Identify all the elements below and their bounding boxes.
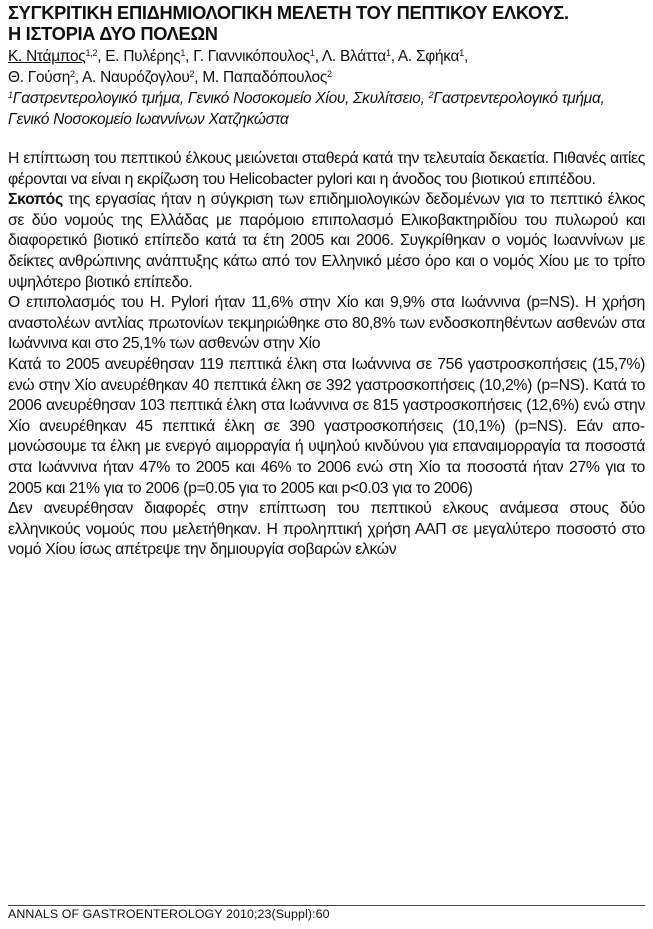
results-paragraph: Κατά το 2005 ανευρέθησαν 119 πεπτικά έλκη στα Ιωάννινα σε 756 γαστροσκοπήσεις (15,7%) ενώ στην Χίο ανευρέθηκαν 40 πεπτικά έλκη σε 392 γαστροσκοπήσεις (10,2%) (p=NS). Κατά το 2006 ανευρέθησαν 103 πεπτικά έλκη στα Ιωάννινα σε 815 γαστροσκοπήσεις (12,6%) ενώ στην Χίο ανευρέθηκαν 45 πεπτικά έλκη σε 390 γαστροσκοπήσεις (10,1%) (p=NS). Εάν απομονώσουμε τα έλκη με ενεργό αιμορραγία ή υψηλού κινδύνου για επαναιμορραγία τα ποσοστά στα Ιωάννινα ήταν 47% το 2005 και 46% το 2006 ενώ στη Χίο τα ποσοστά ήταν 27% για το 2005 και 21% για το 2006 (p=0.05 για το 2005 και p<0.03 για το 2006) <box>8 355 645 497</box>
aim-text: της εργασίας ήταν η σύγκριση των επιδημιολογικών δεδομένων για το πεπτικό έλκος σε δύο νομούς της Ελλάδας με παρόμοιο επιπολασμό Ελικοβακτηριδίου του πυλωρού και διαφορετικό βιοτικό επίπεδο κατά τα έτη 2005 και 2006. Συγκρίθηκαν ο νομός Ιωαννίνων με δείκτες ανθρώπινης ανάπτυξης κάτω από τον Ελληνικό μέσο όρο και ο νομός Χίου με το τρίτο υψηλότερο βιοτικό επίπεδο. <box>8 191 645 291</box>
intro-paragraph: Η επίπτωση του πεπτικού έλκους μειώνεται σταθερά κατά την τελευταία δεκαετία. Πιθανές αιτίες φέρονται να είναι η εκρίζωση του Helicobacter pylori και η άνοδος του βιοτικού επιπέδου. <box>8 150 645 188</box>
conclusion-paragraph: Δεν ανευρέθησαν διαφορές στην επίπτωση του πεπτικού ελκους ανάμεσα στους δύο ελληνικούς νομούς που μελετήθηκαν. Η προληπτική χρήση ΑΑΠ σε μεγαλύτερο ποσοστό στο νομό Χίου ίσως απέτρεψε την δημιουργία σοβαρών ελκών <box>8 500 645 559</box>
author-name: , Λ. Βλάττα <box>314 48 386 65</box>
abstract-page <box>8 2 645 561</box>
author-name: , Γ. Γιαννικόπουλος <box>185 48 310 65</box>
abstract-body <box>8 149 645 561</box>
title-line-2: Η ΙΣΤΟΡΙΑ ΔΥΟ ΠΟΛΕΩΝ <box>8 23 218 44</box>
author-name: , Μ. Παπαδόπουλος <box>194 68 328 86</box>
author-name: , Ε. Πυλέρης <box>97 48 181 65</box>
author-affiliation-mark: 1 <box>459 48 464 58</box>
abstract-title <box>8 2 645 44</box>
title-line-1: ΣΥΓΚΡΙΤΙΚΗ ΕΠΙΔΗΜΙΟΛΟΓΙΚΗ ΜΕΛΕΤΗ ΤΟΥ ΠΕΠΤΙΚΟΥ ΕΛΚΟΥΣ. <box>8 2 569 23</box>
author-affiliation-mark: 1,2 <box>85 48 98 58</box>
author-affiliation-mark: 1 <box>309 48 315 58</box>
author-list: Κ. Ντάμπος$^{1,2}$, Ε. Πυλέρης$^1$, Γ. Γιαννικόπουλος$^1$, Λ. Βλάττα$^1$, Α. Σφήκα$^1$, Θ. Γούση$^2$, Α. Ναυρόζογλου$^2$, Μ. Παπαδόπουλος$^2$ <box>8 48 468 86</box>
affiliation-mark-1: 1 <box>8 90 13 100</box>
affiliation-2: Γαστρεντερολογικό τμήμα, Γενικό Νοσοκομείο Ιωαννίνων Χατζηκώστα <box>8 90 605 128</box>
affiliation-1: Γαστρεντερολογικό τμήμα, Γενικό Νοσοκομείο Χίου, Σκυλίτσειο, <box>12 90 429 107</box>
author-affiliation-mark: 2 <box>70 68 75 79</box>
affiliations <box>8 89 645 130</box>
first-author: Κ. Ντάμπος <box>8 48 86 65</box>
aim-label: Σκοπός <box>8 191 63 209</box>
author-affiliation-mark: 2 <box>189 68 195 79</box>
journal-citation: ANNALS OF GASTROENTEROLOGY 2010;23(Suppl):60 <box>8 907 330 921</box>
author-name: , Α. Ναυρόζογλου <box>74 68 190 86</box>
author-name-wrapped: Θ. Γούση <box>8 68 71 86</box>
aim-paragraph <box>8 190 645 293</box>
affiliation-mark-2: 2 <box>428 90 434 100</box>
prevalence-paragraph: Ο επιπολασμός του H. Pylori ήταν 11,6% στην Χίο και 9,9% στα Ιωάννινα (p=NS). Η χρήση αναστολέων αντλίας πρωτονίων τεκμηριώθηκε στο 80,8% των ενδοσκοπηθέντων ασθενών στα Ιωάννινα και στο 25,1% των ασθενών στην Χίο <box>8 294 645 353</box>
author-affiliation-mark: 1 <box>385 48 391 58</box>
footer-divider <box>8 905 645 906</box>
author-affiliation-mark: 1 <box>180 48 186 58</box>
author-name: , Α. Σφήκα <box>390 48 460 65</box>
author-affiliation-mark: 2 <box>327 68 332 79</box>
